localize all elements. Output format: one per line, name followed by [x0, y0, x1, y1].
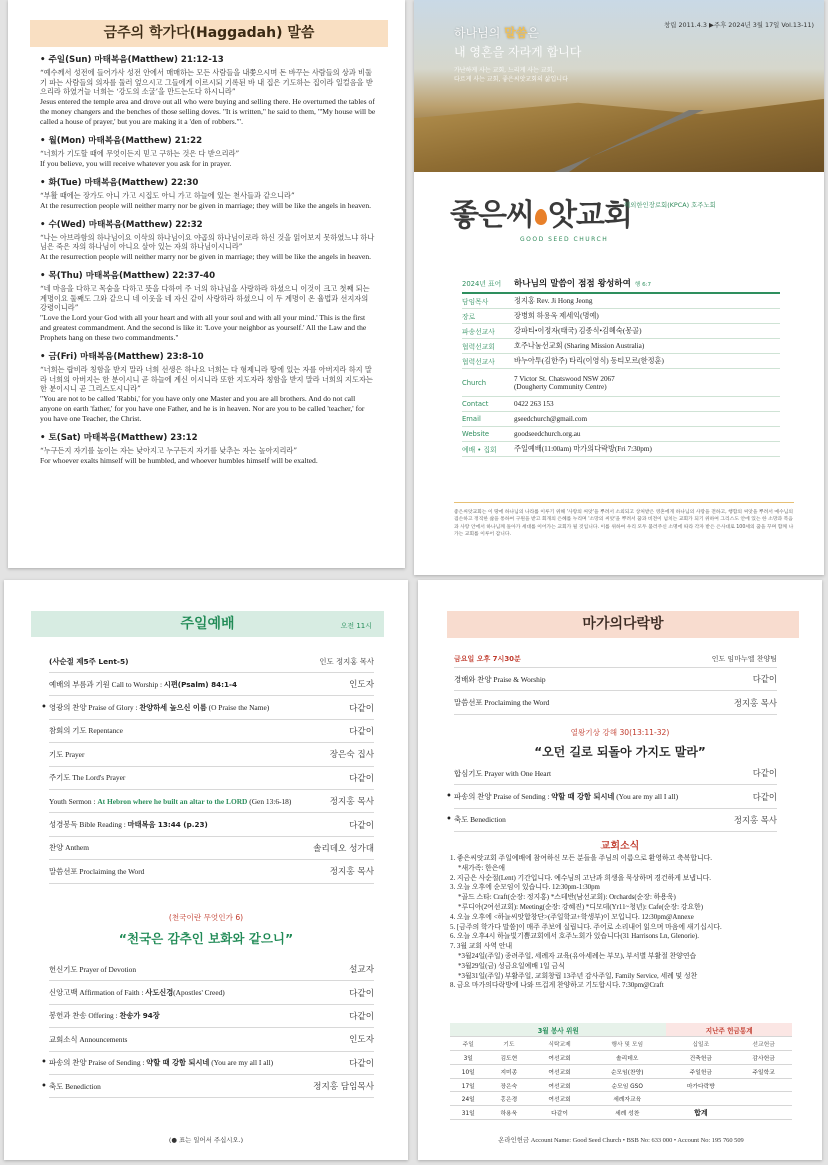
verse-reference: • 화(Tue) 마태복음(Matthew) 22:30 — [40, 177, 199, 188]
verse-reference: • 월(Mon) 마태복음(Matthew) 21:22 — [40, 135, 203, 146]
table-cell: 주일학교 — [735, 1064, 792, 1078]
order-item — [454, 762, 777, 785]
verse-korean: “예수께서 성전에 들어가사 성전 안에서 매매하는 모든 사람들을 내쫓으시며 돈 바꾸는 사람들의 상과 비둘기 파는 사람들의 의자를 둘러 엎으시고 그들에게 이르시되 기록된 바 내 집은 기도하는 집이라 일컬음을 받으리라 하였거늘 너희는 ‘강도의 소굴’을 만드는도다 하시니라” — [40, 68, 373, 97]
order-leader: 다같이 — [349, 820, 374, 831]
verse-item — [40, 136, 376, 169]
table-cell: 김도현 — [487, 1051, 532, 1065]
order-item — [454, 691, 777, 714]
news-list — [450, 854, 800, 991]
info-label: 장로 — [462, 313, 476, 321]
info-label: Email — [462, 415, 481, 423]
table-cell: 건축헌금 — [666, 1051, 735, 1065]
news-item: 7. 3월 교회 사역 안내 — [450, 943, 513, 951]
order-label: 말씀선포 Proclaiming the Word — [454, 698, 550, 708]
order-leader: 인도자 — [349, 680, 374, 691]
motto-reference: 행 6:7 — [634, 282, 652, 288]
order-title: 마태복음 13:44 (p.23) — [127, 820, 208, 830]
youth-sermon-title: At Hebron where he built an altar to the LORD — [97, 796, 248, 806]
maga-page — [418, 580, 822, 1160]
order-item — [49, 743, 374, 766]
cover-subline: 가난하게 사는 교회, 느리게 사는 교회, — [454, 67, 555, 74]
info-row — [462, 412, 780, 427]
order-label: 경배와 찬양 Praise & Worship — [454, 674, 546, 684]
info-row — [462, 324, 780, 339]
service-title: 3월 봉사 위원 — [450, 1023, 666, 1037]
news-item: 8. 금요 마가의다락방에 나와 뜨겁게 찬양하고 기도합시다. 7:30pm@Craft — [450, 982, 664, 990]
table-cell: 하용욱 — [487, 1106, 532, 1120]
info-label: Contact — [462, 400, 489, 408]
info-value: goodseedchurch.org.au — [514, 430, 581, 438]
verse-reference: • 금(Fri) 마태복음(Matthew) 23:8-10 — [40, 351, 204, 362]
info-value: 하나님의 말씀이 점점 왕성하여 행 6:7 — [514, 279, 652, 289]
order-label: • 축도 Benediction — [454, 815, 506, 825]
order-leader: 정지홍 목사 — [733, 697, 777, 708]
info-row — [462, 309, 780, 324]
order-label: Youth Sermon : At Hebron where he built an altar to the LORD (Gen 13:6-18) — [49, 796, 292, 806]
info-row — [462, 354, 780, 369]
order-leader: 정지홍 목사 — [329, 867, 374, 878]
order-label: 예배의 부름과 기원 Call to Worship : 시편(Psalm) 84:1-4 — [49, 679, 237, 689]
table-cell: 솔리데오 — [588, 1051, 667, 1065]
church-vision-note: 좋은씨앗교회는 이 땅에 하나님의 나라를 이루기 위해 '사랑의 씨앗'을 뿌려서 소외되고 상처받은 영혼에게 하나님의 사랑을 전하고, 행함의 씨앗을 뿌려서 예수님의 겸손하고 정직한 삶을 통하여 구원을 받고 회개의 은혜를 누리며 '소망의 씨앗'을 뿌려서 꿈과 비전이 넘치는 교회가 되기 위하여 그리스도 안에 있는 한 소망과 복음과 사랑 안에서 하나님께 돌아가 세대를 이어가는 교회가 될 것입니다. 이를 위하여 우리 모두 불러주신 소명에 따라 각자 받은 은사대로 100세의 꿈을 꾸며 함께 나가는 교회를 이루어 갑니다. — [454, 502, 794, 539]
news-item: *새가족: 한은애 — [458, 864, 506, 872]
order-item — [49, 1075, 374, 1098]
table-cell: 여선교회 — [531, 1092, 588, 1106]
verse-item — [40, 352, 376, 424]
stand-footnote: (● 표는 일어서 주십시오.) — [168, 1136, 244, 1144]
info-label: Church — [462, 378, 487, 387]
info-value: 강파티•이정자(태국) 김종식•김혜숙(몽골) — [514, 327, 642, 335]
order-leader: 다같이 — [349, 988, 374, 999]
order-leader: 다같이 — [752, 791, 777, 802]
table-cell: 순모임 GSO — [588, 1078, 667, 1092]
news-title: 교회소식 — [600, 841, 640, 852]
info-label: Website — [462, 430, 490, 438]
order-item — [49, 958, 374, 981]
info-value: 주일예배(11:00am) 마가의다락방(Fri 7:30pm) — [514, 445, 652, 453]
verse-english: "Love the Lord your God with all your heart and with all your soul and with all your mind.' This is the first and greatest commandment. And the second is like it: 'Love your neighbor as yourself.' All the Law and the Prophets hang on these two commandments." — [40, 312, 367, 342]
info-value: 바누아투(김한주) 타리(이영식) 동티모르(한정훈) — [514, 357, 664, 365]
table-header-cell: 선교헌금 — [735, 1037, 792, 1051]
order-label: 성경봉독 Bible Reading : 마태복음 13:44 (p.23) — [49, 820, 208, 830]
cover-subline-2: 다르게 사는 교회, 좋은씨앗교회의 삶입니다 — [454, 76, 568, 83]
friday-header-row: 금요일 오후 7시30분 인도 임마누엘 찬양팀 — [454, 650, 777, 668]
maga-order-2 — [454, 762, 777, 832]
church-logo: 좋은씨 앗교회 GOOD SEED CHURCH — [450, 190, 650, 243]
order-item — [49, 673, 374, 696]
maga-order-1 — [454, 650, 777, 715]
order-leader: 다같이 — [349, 773, 374, 784]
order-item — [49, 720, 374, 743]
table-row — [450, 1064, 792, 1078]
info-value: 7 Victor St. Chatswood NSW 2067 (Dougherty Community Centre) — [514, 374, 615, 391]
worship-header-row: (사순절 제5주 Lent-5) 인도 정지홍 목사 — [49, 651, 374, 673]
order-label: • 영광의 찬양 Praise of Glory : 찬양하세 높으신 이름 (O Praise the Name) — [49, 703, 270, 713]
info-label: 예배 • 집회 — [462, 446, 497, 454]
issue-date: 창립 2011.4.3 ▶주후 2024년 3월 17일 Vol.13-11) — [664, 21, 814, 29]
worship-time: 오전 11시 — [340, 622, 372, 630]
order-label: 참회의 기도 Repentance — [49, 726, 123, 736]
order-label: • 파송의 찬양 Praise of Sending : 약할 때 강함 되시네 (You are my all I all) — [454, 792, 679, 802]
order-leader: 정지홍 목사 — [733, 814, 777, 825]
cover-page — [414, 0, 824, 575]
info-value: 장병희 하용욱 제세익(명예) — [514, 312, 599, 320]
verse-reference: • 주일(Sun) 마태복음(Matthew) 21:12-13 — [40, 55, 224, 65]
order-leader: 다같이 — [752, 674, 777, 685]
table-row — [450, 1051, 792, 1065]
order-label: 봉헌과 찬송 Offering : 찬송가 94장 — [49, 1011, 160, 1021]
verse-korean: “너희가 기도할 때에 무엇이든지 믿고 구하는 것은 다 받으리라” — [40, 149, 240, 159]
order-leader: 인도자 — [349, 1035, 374, 1046]
table-cell: 여선교회 — [531, 1051, 588, 1065]
verse-item — [40, 271, 376, 343]
order-item — [49, 767, 374, 790]
order-label: • 축도 Benediction — [49, 1081, 101, 1091]
cover-headline-2: 내 영혼을 자라게 합니다 — [454, 45, 582, 59]
order-leader: 정지홍 담임목사 — [313, 1082, 374, 1093]
info-row — [462, 427, 780, 442]
table-cell: 여선교회 — [531, 1064, 588, 1078]
news-item: 4. 오늘 오후에 <하늘씨앗합창단>(주일학교+학생부)이 모입니다. 12:30pm@Annexe — [450, 913, 694, 921]
order-title: 시편(Psalm) 84:1-4 — [163, 679, 237, 689]
info-value: 0422 263 153 — [514, 400, 554, 408]
news-item: 1. 좋은씨앗교회 주일예배에 참여하신 모든 분들을 주님의 이름으로 환영하고 축복합니다. — [450, 855, 713, 862]
order-label: 신앙고백 Affirmation of Faith : 사도신경(Apostles' Creed) — [49, 988, 225, 998]
order-leader: 다같이 — [349, 703, 374, 714]
verse-english: At the resurrection people will neither marry nor be given in marriage; they will be like the angels in heaven. — [40, 251, 372, 261]
order-leader: 다같이 — [349, 1058, 374, 1069]
table-cell: 감사헌금 — [735, 1051, 792, 1065]
verse-item — [40, 220, 376, 262]
order-label: 기도 Prayer — [49, 749, 85, 759]
order-title: 사도신경 — [145, 988, 174, 998]
church-info-table — [462, 274, 780, 457]
order-label: • 파송의 찬양 Praise of Sending : 약할 때 강함 되시네 (You are my all I all) — [49, 1058, 274, 1068]
order-item — [49, 696, 374, 719]
table-cell: 24일 — [450, 1092, 487, 1106]
table-cell — [735, 1092, 792, 1106]
news-item: *골드 스타: Craft(순장: 정지홍) *스데반(남선교회): Orchards(순장: 하용욱) — [458, 894, 676, 902]
verse-english: "You are not to be called 'Rabbi,' for you have only one Master and you are all brothers. And do not call anyone on earth 'father,' for you have one Father, and he is in heaven. Nor are you to be called 'teacher,' for you have one Teacher, the Christ. — [40, 393, 365, 423]
table-cell: 지미종 — [487, 1064, 532, 1078]
info-label: 담임목사 — [462, 298, 489, 306]
order-item — [49, 837, 374, 860]
verse-english: Jesus entered the temple area and drove out all who were buying and selling there. He overturned the tables of the money changers and the benches of those selling doves. "It is written," he said to them, "'My house will be called a house of prayer,' but you are making it a 'den of robbers.'". — [40, 96, 376, 126]
verse-korean: “누구든지 자기를 높이는 자는 낮아지고 누구든지 자기를 낮추는 자는 높아지리라” — [40, 446, 298, 456]
info-row — [462, 294, 780, 309]
info-row — [462, 442, 780, 457]
sermon-caption: (천국이란 무엇인가 6) — [168, 913, 244, 922]
cover-photo — [414, 0, 824, 172]
info-row — [462, 397, 780, 412]
verse-reference: • 토(Sat) 마태복음(Matthew) 23:12 — [40, 432, 198, 443]
cover-hill-image — [414, 95, 824, 172]
order-label: 헌신기도 Prayer of Devotion — [49, 964, 137, 974]
table-row — [450, 1092, 792, 1106]
seed-icon — [535, 209, 547, 225]
order-label: 교회소식 Announcements — [49, 1034, 128, 1044]
sermon-title: “천국은 감추인 보화와 같으니” — [118, 931, 294, 946]
haggadah-list — [40, 55, 376, 475]
order-list-2 — [49, 958, 374, 1098]
order-label: 찬양 Anthem — [49, 843, 89, 853]
order-item — [49, 981, 374, 1004]
verse-item — [40, 55, 376, 127]
news-item: *3월31일(주일) 부활주일, 교회창립 13주년 감사주일, Family Service, 세례 및 성찬 — [458, 972, 698, 980]
table-cell — [735, 1106, 792, 1120]
info-label: 파송선교사 — [462, 328, 495, 336]
info-value: gseedchurch@gmail.com — [514, 415, 588, 423]
cover-headline: 하나님의 말씀은 — [454, 26, 539, 40]
haggadah-title: 금주의 학가다(Haggadah) 말씀 — [30, 20, 388, 47]
verse-reference: • 목(Thu) 마태복음(Matthew) 22:37-40 — [40, 270, 216, 281]
order-title: 약할 때 강함 되시네 — [551, 792, 615, 802]
order-item — [454, 809, 777, 832]
info-label: 협력선교사 — [462, 358, 495, 366]
info-value: 호주나눔선교회 (Sharing Mission Australia) — [514, 342, 645, 350]
table-cell: 순모임(찬양) — [588, 1064, 667, 1078]
table-header-cell: 주일 — [450, 1037, 487, 1051]
info-label: 협력선교회 — [462, 343, 495, 351]
maga-sermon-caption: 열왕기상 강해 30(13:11-32) — [570, 728, 670, 737]
verse-english: If you believe, you will receive whatever you ask for in prayer. — [40, 158, 232, 168]
table-cell — [735, 1078, 792, 1092]
info-row — [462, 339, 780, 354]
news-item: *3월29일(금) 성금요일예배 1일 금식 — [458, 962, 565, 970]
verse-korean: “나는 아브라함의 하나님이요 이삭의 하나님이요 야곱의 하나님이로라 하신 것을 읽어보지 못하였느냐 하나님은 죽은 자의 하나님이 아니요 살아 있는 자의 하나님이시니라” — [40, 232, 375, 252]
news-item: 5. [금주의 학가다 말씀]이 매주 주보에 실립니다. 주어로 소리내어 읽으며 마음에 새기십시다. — [450, 923, 722, 931]
news-item: *루디아(2여선교회): Meeting(순장: 강혜진) *디모데(Yr11~청년): Cafe(순장: 강요한) — [458, 903, 704, 911]
order-leader: 정지홍 목사 — [329, 797, 374, 808]
info-label: 2024년 표어 — [462, 280, 502, 288]
table-header-cell: 십일조 — [666, 1037, 735, 1051]
table-header-cell: 식탁교제 — [531, 1037, 588, 1051]
order-title: 찬송가 94장 — [119, 1011, 160, 1021]
table-cell: 세례 성찬 — [588, 1106, 667, 1120]
order-label: 주기도 The Lord's Prayer — [49, 773, 126, 783]
table-cell: 합계 — [666, 1106, 735, 1120]
order-title: 약할 때 강함 되시네 — [146, 1058, 210, 1068]
order-leader: 설교자 — [349, 965, 374, 976]
order-item — [49, 1028, 374, 1051]
order-leader: 다같이 — [752, 768, 777, 779]
order-item — [454, 668, 777, 691]
table-cell: 31일 — [450, 1106, 487, 1120]
verse-korean: “부활 때에는 장가도 아니 가고 시집도 아니 가고 하늘에 있는 천사들과 같으니라” — [40, 191, 295, 201]
table-cell: 마가다락방 — [666, 1078, 735, 1092]
verse-english: For whoever exalts himself will be humbled, and whoever humbles himself will be exalted. — [40, 455, 318, 465]
order-leader: 장은숙 집사 — [329, 750, 374, 761]
news-item: 2. 지금은 사순절(Lent) 기간입니다. 예수님의 고난과 희생을 묵상하며 경건하게 보냅니다. — [450, 874, 711, 882]
offering-title: 지난주 헌금통계 — [666, 1023, 792, 1037]
table-cell: 17일 — [450, 1078, 487, 1092]
info-row — [462, 369, 780, 397]
order-item — [49, 1052, 374, 1075]
verse-reference: • 수(Wed) 마태복음(Matthew) 22:32 — [40, 219, 203, 230]
table-cell: 세례자교육 — [588, 1092, 667, 1106]
table-cell: 다같이 — [531, 1106, 588, 1120]
order-item — [454, 785, 777, 808]
table-header-cell: 행사 및 모임 — [588, 1037, 667, 1051]
news-item: 3. 오늘 오후에 순모임이 있습니다. 12:30pm-1:30pm — [450, 884, 600, 892]
table-row — [450, 1078, 792, 1092]
order-item — [49, 790, 374, 813]
haggadah-page — [8, 0, 405, 568]
sunday-worship-page — [4, 580, 408, 1160]
presbytery-label: 해외한인장로회(KPCA) 호주노회 — [624, 201, 716, 209]
order-label: 말씀선포 Proclaiming the Word — [49, 866, 145, 876]
online-offering-account: 온라인헌금 Account Name: Good Seed Church • BSB No: 633 000 • Account No: 195 760 509 — [498, 1137, 744, 1144]
maga-title: 마가의다락방 — [447, 611, 799, 638]
table-cell: 주일헌금 — [666, 1064, 735, 1078]
verse-korean: “네 마음을 다하고 목숨을 다하고 뜻을 다하여 주 너의 하나님을 사랑하라 하셨으니 이것이 크고 첫째 되는 계명이요 둘째도 그와 같으니 네 이웃을 네 자신 같이 사랑하라 하셨으니 이 두 계명이 온 율법과 선지자의 강령이니라” — [40, 284, 370, 313]
verse-english: At the resurrection people will neither marry nor be given in marriage; they will be like the angels in heaven. — [40, 200, 372, 210]
table-cell: 3일 — [450, 1051, 487, 1065]
table-header-cell: 기도 — [487, 1037, 532, 1051]
maga-sermon-title: “오던 길로 되돌아 가지도 말라” — [534, 745, 706, 759]
verse-korean: “너희는 랍비라 칭함을 받지 말라 너희 선생은 하나요 너희는 다 형제니라 땅에 있는 자를 아버지라 하지 말라 너희의 아버지는 한 분이시니 곧 하늘에 계신 이시니라 또한 지도자라 칭함을 받지 말라 너희의 지도자는 한 분이시니 곧 그리스도시니라” — [40, 365, 373, 394]
order-title: 찬양하세 높으신 이름 — [139, 703, 207, 713]
table-cell: 여선교회 — [531, 1078, 588, 1092]
order-leader: 다같이 — [349, 1011, 374, 1022]
order-leader: 솔리데오 성가대 — [313, 843, 374, 854]
order-item — [49, 1005, 374, 1028]
order-item — [49, 813, 374, 836]
verse-item — [40, 178, 376, 211]
news-item: 6. 오늘 오후4시 하늘빛기쁨교회에서 호주노회가 있습니다(31 Harrisons Ln, Glenorie). — [450, 933, 699, 941]
table-cell: 홍은경 — [487, 1092, 532, 1106]
table-cell — [666, 1092, 735, 1106]
info-row — [462, 274, 780, 294]
info-value: 정지홍 Rev. Ji Hong Jeong — [514, 297, 593, 305]
table-row — [450, 1106, 792, 1120]
order-item — [49, 860, 374, 883]
worship-title: 주일예배 — [31, 611, 384, 637]
table-cell: 10일 — [450, 1064, 487, 1078]
verse-item — [40, 433, 376, 466]
service-table — [450, 1023, 792, 1120]
order-label: 합심기도 Prayer with One Heart — [454, 768, 552, 778]
church-english-name: GOOD SEED CHURCH — [520, 236, 609, 243]
news-item: *3월24일(주일) 종려주일, 세례자 교육(유아세례는 부모), 부서별 부활절 찬양연습 — [458, 952, 697, 960]
table-cell: 장은숙 — [487, 1078, 532, 1092]
order-list-1 — [49, 651, 374, 884]
order-leader: 다같이 — [349, 726, 374, 737]
